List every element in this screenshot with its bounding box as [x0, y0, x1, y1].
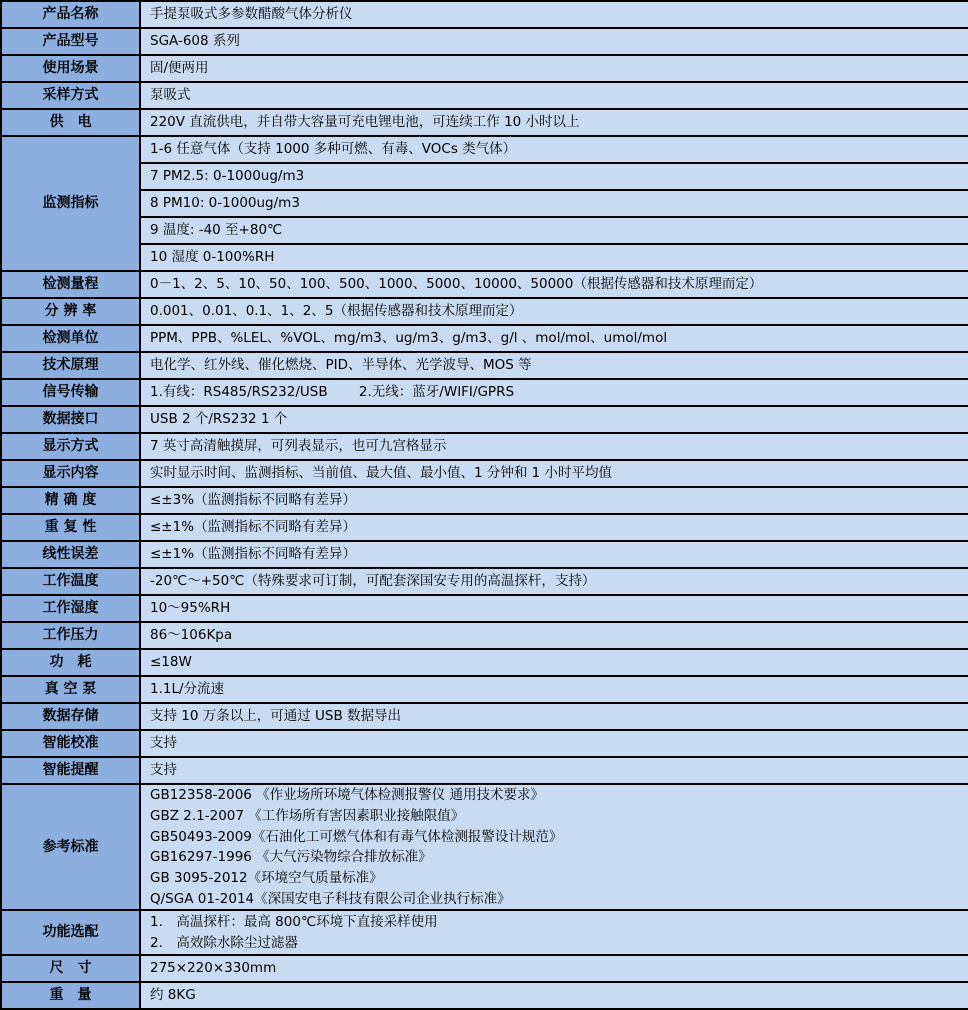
spec-label: 分 辨 率	[2, 299, 141, 324]
spec-label: 线性误差	[2, 542, 141, 567]
spec-values	[141, 785, 968, 909]
spec-label: 工作温度	[2, 569, 141, 594]
spec-value: GBZ 2.1-2007 《工作场所有害因素职业接触限值》	[150, 807, 465, 824]
spec-row	[2, 623, 968, 650]
spec-row	[2, 272, 968, 299]
spec-label: 真 空 泵	[2, 677, 141, 702]
spec-values	[141, 542, 968, 567]
spec-label: 信号传输	[2, 380, 141, 405]
spec-value: 10～95%RH	[150, 600, 231, 617]
spec-values	[141, 326, 968, 351]
spec-values	[141, 137, 968, 270]
spec-values	[141, 434, 968, 459]
spec-values	[141, 983, 968, 1008]
spec-row	[2, 56, 968, 83]
spec-value: 220V 直流供电，并自带大容量可充电锂电池，可连续工作 10 小时以上	[150, 114, 580, 131]
spec-value: USB 2 个/RS232 1 个	[150, 411, 288, 428]
spec-row	[2, 704, 968, 731]
spec-label: 产品名称	[2, 2, 141, 27]
spec-values	[141, 650, 968, 675]
spec-values	[141, 569, 968, 594]
spec-value: 1.有线：RS485/RS232/USB 2.无线：蓝牙/WIFI/GPRS	[150, 384, 515, 401]
spec-values	[141, 83, 968, 108]
spec-row	[2, 137, 968, 272]
spec-values	[141, 731, 968, 756]
spec-row	[2, 488, 968, 515]
spec-value: PPM、PPB、%LEL、%VOL、mg/m3、ug/m3、g/m3、g/l 、mol/mol、umol/mol	[150, 330, 668, 347]
spec-row	[2, 956, 968, 983]
spec-value: ≤18W	[150, 654, 192, 671]
spec-row	[2, 677, 968, 704]
spec-label: 智能提醒	[2, 758, 141, 783]
spec-row	[2, 110, 968, 137]
spec-values	[141, 2, 968, 27]
spec-values	[141, 488, 968, 513]
spec-values	[141, 677, 968, 702]
spec-row	[2, 515, 968, 542]
spec-label: 参考标准	[2, 785, 141, 909]
spec-value: 约 8KG	[150, 987, 196, 1004]
spec-values	[141, 380, 968, 405]
spec-label: 功能选配	[2, 911, 141, 954]
spec-row	[2, 380, 968, 407]
spec-value: SGA-608 系列	[150, 33, 240, 50]
spec-row	[2, 758, 968, 785]
spec-value: 275×220×330mm	[150, 960, 277, 977]
spec-value: ≤±1%（监测指标不同略有差异）	[150, 519, 357, 536]
spec-label: 智能校准	[2, 731, 141, 756]
spec-label: 显示方式	[2, 434, 141, 459]
spec-label: 监测指标	[2, 137, 141, 270]
spec-value: 电化学、红外线、催化燃烧、PID、半导体、光学波导、MOS 等	[150, 357, 532, 374]
spec-value: 2. 高效除水除尘过滤器	[150, 935, 298, 952]
spec-value: 7 PM2.5: 0-1000ug/m3	[141, 162, 968, 189]
spec-value: GB12358-2006 《作业场所环境气体检测报警仪 通用技术要求》	[150, 787, 544, 804]
spec-label: 使用场景	[2, 56, 141, 81]
spec-label: 功 耗	[2, 650, 141, 675]
spec-values	[141, 704, 968, 729]
spec-value: 8 PM10: 0-1000ug/m3	[141, 189, 968, 216]
spec-value: 1.1L/分流速	[150, 681, 225, 698]
spec-row	[2, 461, 968, 488]
spec-label: 显示内容	[2, 461, 141, 486]
spec-values	[141, 758, 968, 783]
spec-values	[141, 623, 968, 648]
spec-values	[141, 956, 968, 981]
spec-row	[2, 731, 968, 758]
spec-row	[2, 299, 968, 326]
spec-row	[2, 407, 968, 434]
spec-label: 产品型号	[2, 29, 141, 54]
spec-label: 数据存储	[2, 704, 141, 729]
spec-value: 0.001、0.01、0.1、1、2、5（根据传感器和技术原理而定）	[150, 303, 523, 320]
spec-value: GB50493-2009《石油化工可燃气体和有毒气体检测报警设计规范》	[150, 828, 563, 845]
spec-row	[2, 29, 968, 56]
spec-value: 1-6 任意气体（支持 1000 多种可燃、有毒、VOCs 类气体）	[150, 141, 517, 158]
spec-value: 0－1、2、5、10、50、100、500、1000、5000、10000、50000（根据传感器和技术原理而定）	[150, 276, 763, 293]
spec-label: 重 复 性	[2, 515, 141, 540]
spec-value: 86～106Kpa	[150, 627, 233, 644]
spec-row	[2, 650, 968, 677]
spec-row	[2, 983, 968, 1010]
spec-row	[2, 2, 968, 29]
spec-label: 检测单位	[2, 326, 141, 351]
spec-row	[2, 911, 968, 956]
spec-value: ≤±1%（监测指标不同略有差异）	[150, 546, 357, 563]
spec-value: 7 英寸高清触摸屏，可列表显示，也可九宫格显示	[150, 438, 447, 455]
spec-value: 9 温度: -40 至+80℃	[141, 216, 968, 243]
spec-values	[141, 272, 968, 297]
spec-values	[141, 110, 968, 135]
spec-value: 支持	[150, 762, 177, 779]
spec-row	[2, 353, 968, 380]
spec-row	[2, 569, 968, 596]
spec-label: 数据接口	[2, 407, 141, 432]
spec-values	[141, 29, 968, 54]
spec-value: 泵吸式	[150, 87, 191, 104]
spec-value: 1. 高温探杆：最高 800℃环境下直接采样使用	[150, 913, 438, 930]
spec-label: 工作压力	[2, 623, 141, 648]
spec-value: -20℃～+50℃（特殊要求可订制，可配套深国安专用的高温探杆，支持）	[150, 573, 596, 590]
spec-row	[2, 83, 968, 110]
spec-value: GB 3095-2012《环境空气质量标准》	[150, 869, 383, 886]
spec-value: 手提泵吸式多参数醋酸气体分析仪	[150, 6, 353, 23]
spec-value: 支持	[150, 735, 177, 752]
spec-label: 工作湿度	[2, 596, 141, 621]
spec-values	[141, 461, 968, 486]
spec-value: 支持 10 万条以上，可通过 USB 数据导出	[150, 708, 402, 725]
spec-label: 采样方式	[2, 83, 141, 108]
spec-value: 10 湿度 0-100%RH	[141, 243, 968, 270]
spec-values	[141, 515, 968, 540]
spec-label: 检测量程	[2, 272, 141, 297]
spec-row	[2, 326, 968, 353]
spec-values	[141, 911, 968, 954]
spec-values	[141, 299, 968, 324]
spec-value: Q/SGA 01-2014《深国安电子科技有限公司企业执行标准》	[150, 890, 511, 907]
spec-label: 尺 寸	[2, 956, 141, 981]
spec-values	[141, 56, 968, 81]
spec-row	[2, 542, 968, 569]
spec-values	[141, 596, 968, 621]
spec-label: 精 确 度	[2, 488, 141, 513]
spec-values	[141, 353, 968, 378]
spec-value: GB16297-1996 《大气污染物综合排放标准》	[150, 849, 432, 866]
spec-value: ≤±3%（监测指标不同略有差异）	[150, 492, 357, 509]
spec-row	[2, 434, 968, 461]
spec-row	[2, 596, 968, 623]
spec-label: 技术原理	[2, 353, 141, 378]
spec-value: 实时显示时间、监测指标、当前值、最大值、最小值、1 分钟和 1 小时平均值	[150, 465, 613, 482]
spec-value: 固/便两用	[150, 60, 209, 77]
spec-label: 供 电	[2, 110, 141, 135]
spec-values	[141, 407, 968, 432]
spec-label: 重 量	[2, 983, 141, 1008]
spec-row	[2, 785, 968, 911]
